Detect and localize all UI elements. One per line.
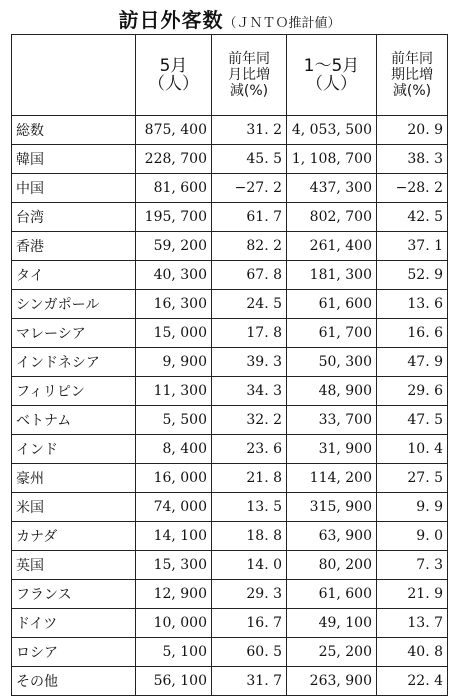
jan-may-visitors: 31, 900 — [287, 435, 377, 464]
period-change: 10. 4 — [377, 435, 448, 464]
header-may-change — [212, 35, 287, 116]
table-row — [12, 319, 448, 348]
jan-may-visitors: 49, 100 — [287, 609, 377, 638]
may-visitors: 228, 700 — [136, 145, 212, 174]
country-name: フランス — [12, 580, 136, 609]
jan-may-visitors: 33, 700 — [287, 406, 377, 435]
table-header — [12, 35, 448, 116]
table-body — [12, 116, 448, 696]
may-change: 23. 6 — [212, 435, 287, 464]
may-visitors: 15, 000 — [136, 319, 212, 348]
visitor-table — [11, 34, 448, 696]
may-visitors: 74, 000 — [136, 493, 212, 522]
header-line: 期比増 — [391, 67, 433, 83]
country-name: 台湾 — [12, 203, 136, 232]
table-row — [12, 406, 448, 435]
table-row — [12, 435, 448, 464]
header-row — [12, 35, 448, 116]
table-row — [12, 232, 448, 261]
header-period-change — [377, 35, 448, 116]
header-line: （人） — [306, 74, 357, 94]
table-row — [12, 493, 448, 522]
page-title — [0, 4, 459, 33]
may-visitors: 5, 100 — [136, 638, 212, 667]
table-row — [12, 116, 448, 145]
jan-may-visitors: 181, 300 — [287, 261, 377, 290]
may-visitors: 15, 300 — [136, 551, 212, 580]
title-note: （ＪＮＴＯ推計値） — [223, 16, 341, 31]
period-change: 47. 9 — [377, 348, 448, 377]
jan-may-visitors: 4, 053, 500 — [287, 116, 377, 145]
may-change: 29. 3 — [212, 580, 287, 609]
period-change: 13. 6 — [377, 290, 448, 319]
header-line: 1～5月 — [303, 56, 360, 76]
country-name: ドイツ — [12, 609, 136, 638]
country-name: 香港 — [12, 232, 136, 261]
may-change: 32. 2 — [212, 406, 287, 435]
header-line: 前年同 — [228, 51, 270, 67]
period-change: 20. 9 — [377, 116, 448, 145]
table-row — [12, 638, 448, 667]
country-name: シンガポール — [12, 290, 136, 319]
jan-may-visitors: 315, 900 — [287, 493, 377, 522]
header-line: 減(%) — [392, 83, 432, 99]
table-row — [12, 609, 448, 638]
period-change: 37. 1 — [377, 232, 448, 261]
period-change: 27. 5 — [377, 464, 448, 493]
may-visitors: 875, 400 — [136, 116, 212, 145]
country-name: ベトナム — [12, 406, 136, 435]
table-row — [12, 667, 448, 696]
header-jan-may — [287, 35, 377, 116]
table-row — [12, 261, 448, 290]
jan-may-visitors: 61, 700 — [287, 319, 377, 348]
table-row — [12, 290, 448, 319]
may-visitors: 16, 300 — [136, 290, 212, 319]
table-row — [12, 464, 448, 493]
may-change: 31. 2 — [212, 116, 287, 145]
jan-may-visitors: 80, 200 — [287, 551, 377, 580]
period-change: 52. 9 — [377, 261, 448, 290]
country-name: インド — [12, 435, 136, 464]
period-change: 40. 8 — [377, 638, 448, 667]
table-row — [12, 580, 448, 609]
country-name: 韓国 — [12, 145, 136, 174]
may-change: 21. 8 — [212, 464, 287, 493]
may-visitors: 81, 600 — [136, 174, 212, 203]
country-name: 英国 — [12, 551, 136, 580]
may-visitors: 11, 300 — [136, 377, 212, 406]
header-line: 前年同 — [391, 51, 433, 67]
may-change: 24. 5 — [212, 290, 287, 319]
country-name: 豪州 — [12, 464, 136, 493]
table-row — [12, 145, 448, 174]
country-name: マレーシア — [12, 319, 136, 348]
may-visitors: 5, 500 — [136, 406, 212, 435]
table-row — [12, 203, 448, 232]
period-change: 29. 6 — [377, 377, 448, 406]
may-visitors: 195, 700 — [136, 203, 212, 232]
jan-may-visitors: 261, 400 — [287, 232, 377, 261]
may-change: 39. 3 — [212, 348, 287, 377]
country-name: カナダ — [12, 522, 136, 551]
period-change: 42. 5 — [377, 203, 448, 232]
country-name: タイ — [12, 261, 136, 290]
header-line: 減(%) — [229, 83, 269, 99]
country-name: 総数 — [12, 116, 136, 145]
may-change: 16. 7 — [212, 609, 287, 638]
may-change: 82. 2 — [212, 232, 287, 261]
period-change: 47. 5 — [377, 406, 448, 435]
jan-may-visitors: 48, 900 — [287, 377, 377, 406]
may-visitors: 59, 200 — [136, 232, 212, 261]
title-main: 訪日外客数 — [118, 8, 224, 32]
country-name: 中国 — [12, 174, 136, 203]
may-visitors: 9, 900 — [136, 348, 212, 377]
jan-may-visitors: 61, 600 — [287, 290, 377, 319]
table-row — [12, 348, 448, 377]
country-name: 米国 — [12, 493, 136, 522]
period-change: 21. 9 — [377, 580, 448, 609]
jan-may-visitors: 114, 200 — [287, 464, 377, 493]
period-change: 16. 6 — [377, 319, 448, 348]
jan-may-visitors: 63, 900 — [287, 522, 377, 551]
may-visitors: 16, 000 — [136, 464, 212, 493]
jan-may-visitors: 802, 700 — [287, 203, 377, 232]
country-name: インドネシア — [12, 348, 136, 377]
header-blank — [12, 35, 136, 116]
may-visitors: 10, 000 — [136, 609, 212, 638]
may-change: 60. 5 — [212, 638, 287, 667]
header-may — [136, 35, 212, 116]
period-change: 13. 7 — [377, 609, 448, 638]
may-visitors: 8, 400 — [136, 435, 212, 464]
may-change: −27. 2 — [212, 174, 287, 203]
jan-may-visitors: 61, 600 — [287, 580, 377, 609]
may-change: 45. 5 — [212, 145, 287, 174]
may-visitors: 56, 100 — [136, 667, 212, 696]
table-row — [12, 551, 448, 580]
table-row — [12, 522, 448, 551]
may-change: 61. 7 — [212, 203, 287, 232]
may-change: 18. 8 — [212, 522, 287, 551]
jan-may-visitors: 263, 900 — [287, 667, 377, 696]
period-change: 38. 3 — [377, 145, 448, 174]
may-change: 31. 7 — [212, 667, 287, 696]
header-line: （人） — [148, 74, 199, 94]
jan-may-visitors: 437, 300 — [287, 174, 377, 203]
period-change: 7. 3 — [377, 551, 448, 580]
header-line: 5月 — [159, 56, 188, 76]
header-line: 月比増 — [228, 67, 270, 83]
period-change: 9. 0 — [377, 522, 448, 551]
country-name: その他 — [12, 667, 136, 696]
table-row — [12, 377, 448, 406]
jan-may-visitors: 25, 200 — [287, 638, 377, 667]
jan-may-visitors: 1, 108, 700 — [287, 145, 377, 174]
period-change: −28. 2 — [377, 174, 448, 203]
may-change: 13. 5 — [212, 493, 287, 522]
may-visitors: 40, 300 — [136, 261, 212, 290]
may-change: 17. 8 — [212, 319, 287, 348]
country-name: フィリピン — [12, 377, 136, 406]
may-visitors: 12, 900 — [136, 580, 212, 609]
may-change: 34. 3 — [212, 377, 287, 406]
country-name: ロシア — [12, 638, 136, 667]
period-change: 22. 4 — [377, 667, 448, 696]
may-change: 67. 8 — [212, 261, 287, 290]
may-change: 14. 0 — [212, 551, 287, 580]
jan-may-visitors: 50, 300 — [287, 348, 377, 377]
period-change: 9. 9 — [377, 493, 448, 522]
may-visitors: 14, 100 — [136, 522, 212, 551]
table-row — [12, 174, 448, 203]
